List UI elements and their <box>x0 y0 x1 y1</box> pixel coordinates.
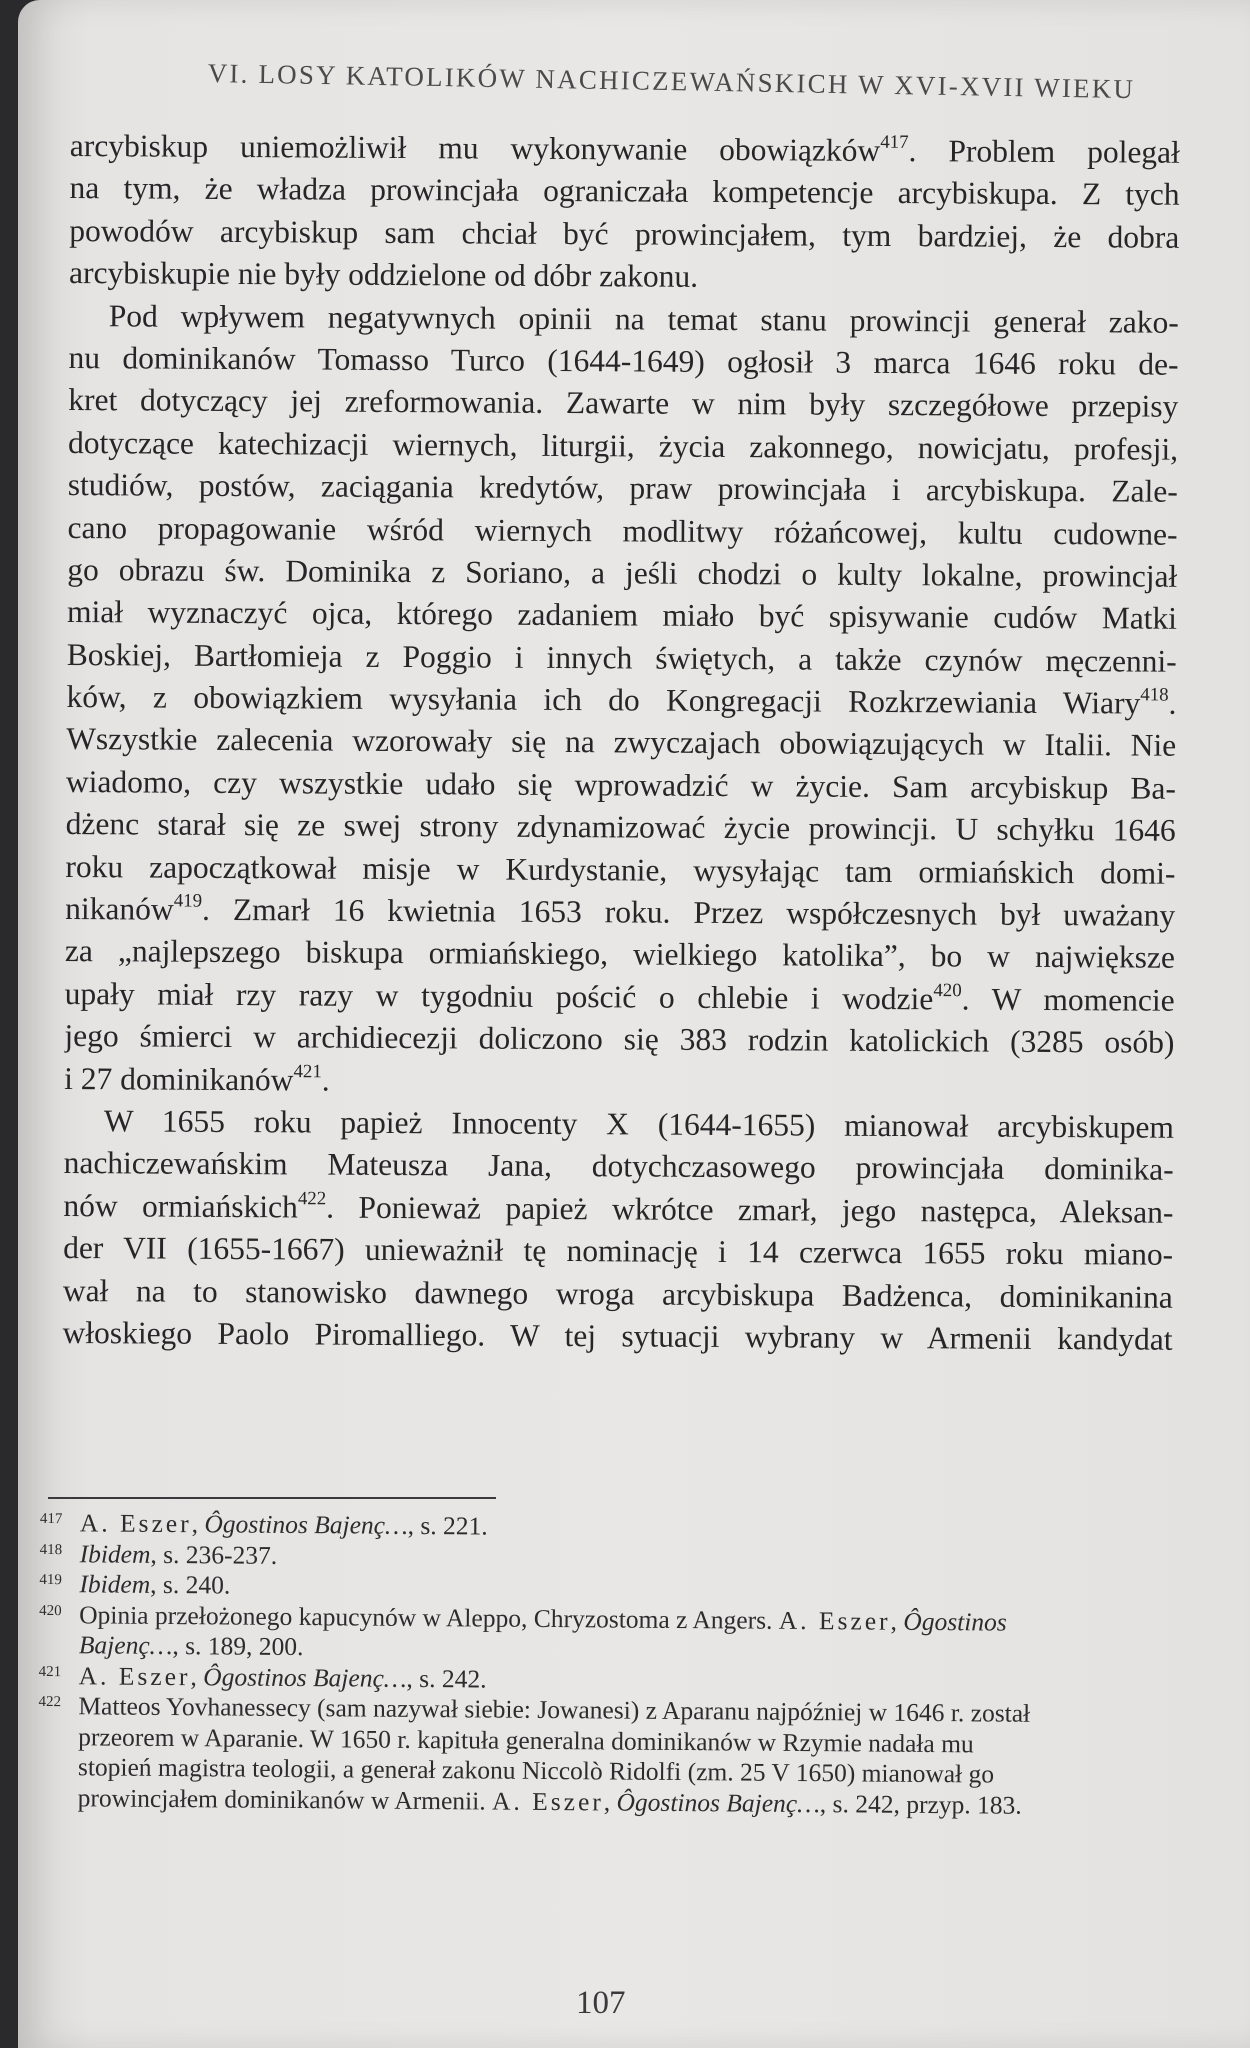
footnote-line: Opinia przełożonego kapucynów w Aleppo, Chryzostoma z Angers. A. Eszer, Ôgostinos <box>79 1599 1007 1637</box>
footnote-line: Ibidem, s. 236-237. <box>79 1538 278 1570</box>
text-line: jego śmierci w archidiecezji doliczono się 383 rodzin katolickich (3285 osób) <box>64 1018 1175 1060</box>
footnote-separator <box>48 1497 496 1499</box>
text-line: nikanów$^{419}$. Zmarł 16 kwietnia 1653 roku. Przez współczesnych był uważany <box>65 890 1176 933</box>
text-line: W 1655 roku papież Innocenty X (1644-1655) mianował arcybiskupem <box>103 1103 1175 1145</box>
text-line: nachiczewańskim Mateusza Jana, dotychczasowego prowincjała dominika- <box>63 1145 1174 1188</box>
footnote-line: A. Eszer, Ôgostinos Bajenç…, s. 242. <box>78 1660 487 1694</box>
text-line: wał na to stanowisko dawnego wroga arcybiskupa Badżenca, dominikanina <box>62 1272 1173 1315</box>
text-line: nów ormiańskich$^{422}$. Ponieważ papież wkrótce zmarł, jego następca, Aleksan- <box>63 1187 1174 1230</box>
footnote-line: Bajenç…, s. 189, 200. <box>78 1630 304 1662</box>
text-line: cano propagowanie wśród wiernych modlitwy różańcowej, kultu cudowne- <box>67 509 1178 552</box>
running-header: VI. LOSY KATOLIKÓW NACHICZEWAŃSKICH W XVI-XVII WIEKU <box>207 58 1136 105</box>
text-line: arcybiskupie nie były oddzielone od dóbr zakonu. <box>68 255 699 295</box>
footnote <box>38 1691 1189 1822</box>
text-line: miał wyznaczyć ojca, którego zadaniem miało być spisywanie cudów Matki <box>66 594 1178 637</box>
footnote-number: 419 <box>39 1571 62 1589</box>
footnote-number: 420 <box>39 1602 62 1619</box>
text-line: dżenc starał się ze swej strony zdynamizować życie prowincji. U schyłku 1646 <box>65 806 1176 849</box>
text-line: der VII (1655-1667) unieważnił tę nominację i 14 czerwca 1655 roku miano- <box>63 1230 1174 1272</box>
text-line: za „najlepszego biskupa ormiańskiego, wielkiego katolika”, bo w największe <box>64 933 1176 976</box>
footnote-line: Matteos Yovhanessecy (sam nazywał siebie: Jowanesi) z Aparanu najpóźniej w 1646 r. został <box>78 1691 1031 1728</box>
footnote-number: 421 <box>38 1663 62 1680</box>
text-line: wiadomo, czy wszystkie udało się wprowadzić w życie. Sam arcybiskup Ba- <box>65 763 1177 806</box>
text-line: na tym, że władza prowincjała ograniczała kompetencje arcybiskupa. Z tych <box>69 170 1180 213</box>
text-line: go obrazu św. Dominika z Soriano, a jeśli chodzi o kulty lokalne, prowincjał <box>67 551 1178 594</box>
text-line: dotyczące katechizacji wiernych, liturgii, życia zakonnego, nowicjatu, profesji, <box>67 424 1179 467</box>
text-line: powodów arcybiskup sam chciał być prowincjałem, tym bardziej, że dobra <box>69 212 1180 255</box>
footnote-number: 418 <box>39 1541 63 1558</box>
text-line: Boskiej, Bartłomieja z Poggio i innych świętych, a także czynów męczenni- <box>66 636 1177 679</box>
footnotes <box>38 1508 1190 1822</box>
text-line: arcybiskup uniemożliwił mu wykonywanie obowiązków$^{417}$. Problem polegał <box>69 127 1180 170</box>
text-line: Pod wpływem negatywnych opinii na temat stanu prowincji generał zako- <box>108 297 1179 340</box>
text-line: i 27 dominikanów$^{421}$. <box>64 1060 330 1098</box>
main-text <box>62 125 1179 1361</box>
text-line: nu dominikanów Tomasso Turco (1644-1649) ogłosił 3 marca 1646 roku de- <box>68 339 1179 382</box>
footnote-line: przeorem w Aparanie. W 1650 r. kapituła generalna dominikanów w Rzymie nadała mu <box>78 1721 974 1758</box>
footnote-line: Ibidem, s. 240. <box>79 1569 231 1600</box>
text-line: Wszystkie zalecenia wzorowały się na zwyczajach obowiązujących w Italii. Nie <box>66 721 1177 764</box>
book-page <box>18 0 1250 2048</box>
page-number: 107 <box>576 1985 626 2021</box>
text-line: roku zapoczątkował misje w Kurdystanie, wysyłając tam ormiańskich domi- <box>65 848 1176 891</box>
text-line: upały miał rzy razy w tygodniu pościć o chlebie i wodzie$^{420}$. W momencie <box>64 975 1175 1018</box>
text-line: włoskiego Paolo Piromalliego. W tej sytuacji wybrany w Armenii kandydat <box>62 1314 1173 1357</box>
footnote-number: 417 <box>39 1510 63 1528</box>
text-line: ków, z obowiązkiem wysyłania ich do Kongregacji Rozkrzewiania Wiary$^{418}$. <box>66 679 1177 721</box>
footnote <box>39 1599 1189 1669</box>
footnote-line: prowincjałem dominikanów w Armenii. A. Eszer, Ôgostinos Bajenç…, s. 242, przyp. 183. <box>77 1782 1022 1820</box>
footnote-line: A. Eszer, Ôgostinos Bajenç…, s. 221. <box>79 1508 488 1541</box>
footnote-line: stopień magistra teologii, a generał zakonu Niccolò Ridolfi (zm. 25 V 1650) mianował go <box>77 1752 995 1789</box>
footnote-number: 422 <box>38 1693 62 1711</box>
text-line: studiów, postów, zaciągania kredytów, praw prowincjała i arcybiskupa. Zale- <box>67 467 1178 509</box>
text-line: kret dotyczący jej zreformowania. Zawarte w nim były szczegółowe przepisy <box>68 382 1179 425</box>
